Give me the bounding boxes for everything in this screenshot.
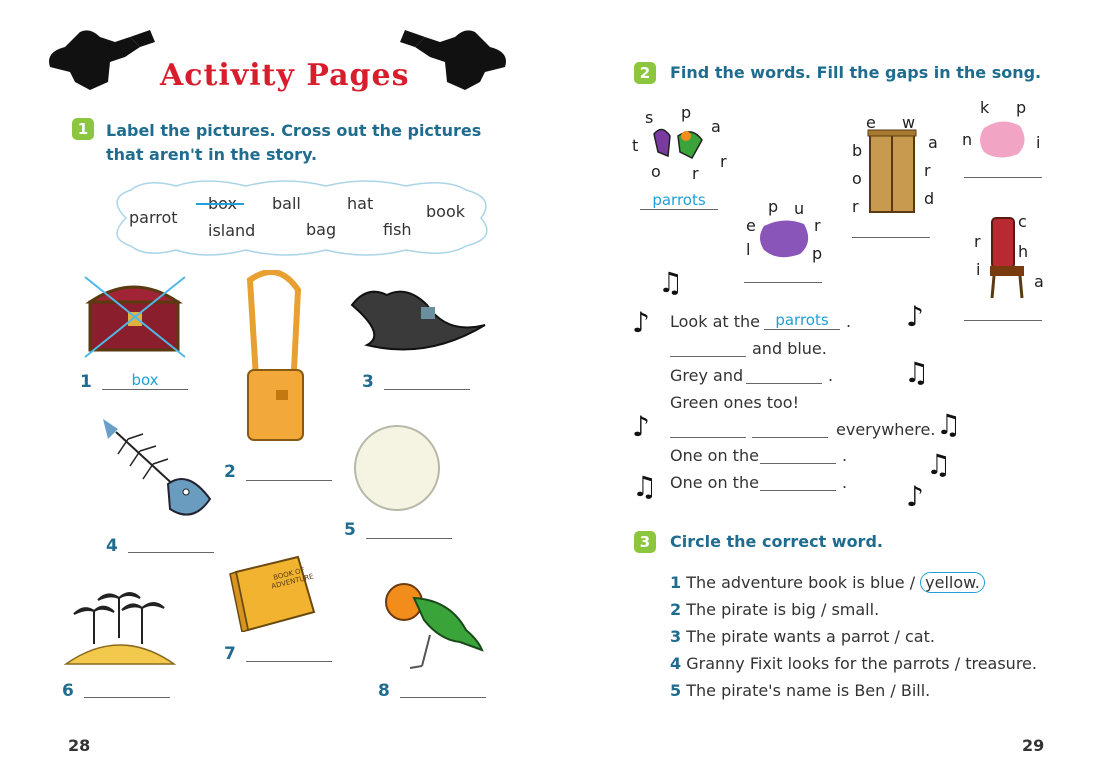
- song-gap: [752, 437, 828, 438]
- chair-answer-line: [964, 320, 1042, 321]
- music-note-icon: ♫: [904, 356, 930, 389]
- box-strikethrough: [196, 203, 244, 205]
- song-gap: [670, 437, 746, 438]
- sentence-3: 3 The pirate wants a parrot / cat.: [670, 627, 935, 646]
- item-1-answer: box: [131, 371, 159, 389]
- item-2-answer-line: [246, 480, 332, 481]
- exercise-1-instruction: Label the pictures. Cross out the pictures that aren't in the story.: [106, 121, 482, 164]
- item-6-number: 6: [62, 681, 74, 701]
- song-line-3-text: Grey and: [670, 366, 744, 385]
- music-note-icon: ♫: [926, 448, 952, 481]
- item-1-answer-line: [102, 389, 188, 390]
- item-5-answer-line: [366, 538, 452, 539]
- song-line-2-text: and blue.: [752, 339, 827, 358]
- wardrobe-answer-line: [852, 237, 930, 238]
- music-note-icon: ♪: [906, 300, 924, 333]
- song-line-5-text: everywhere.: [836, 420, 936, 439]
- sentence-5: 5 The pirate's name is Ben / Bill.: [670, 681, 931, 700]
- cloud-word-box: box: [208, 194, 237, 213]
- item-7-number: 7: [224, 644, 236, 664]
- page-number-left: 28: [68, 736, 91, 755]
- parrot-image: [380, 580, 484, 672]
- exercise-3-badge: 3: [634, 531, 656, 553]
- book-image: [228, 552, 318, 632]
- song-gap: [746, 383, 822, 384]
- fish-skeleton-image: [98, 414, 218, 524]
- cloud-word-island: island: [208, 221, 256, 240]
- music-note-icon: ♫: [632, 470, 658, 503]
- sentence-4: 4 Granny Fixit looks for the parrots / treasure.: [670, 654, 1037, 673]
- song-gap: [670, 356, 746, 357]
- song-punct: .: [846, 312, 852, 331]
- cloud-word-parrot: parrot: [129, 208, 178, 227]
- parrots-answer: parrots: [652, 191, 706, 209]
- music-note-icon: ♪: [632, 410, 650, 443]
- music-note-icon: ♫: [936, 408, 962, 441]
- cloud-word-ball: ball: [272, 194, 301, 213]
- item-6-answer-line: [84, 697, 170, 698]
- pirate-silhouette-right: [395, 22, 525, 92]
- item-7-answer-line: [246, 661, 332, 662]
- song-line-4-text: Green ones too!: [670, 393, 799, 412]
- circled-answer: yellow.: [920, 572, 985, 593]
- music-note-icon: ♪: [906, 480, 924, 513]
- hat-image: [347, 285, 489, 360]
- purple-answer-line: [744, 282, 822, 283]
- item-1-number: 1: [80, 372, 92, 392]
- bag-image: [238, 270, 318, 450]
- item-8-answer-line: [400, 697, 486, 698]
- item-2-number: 2: [224, 462, 236, 482]
- cloud-word-hat: hat: [347, 194, 374, 213]
- item-3-number: 3: [362, 372, 374, 392]
- cloud-word-bag: bag: [306, 220, 337, 239]
- sentence-2: 2 The pirate is big / small.: [670, 600, 880, 619]
- song-gap: [764, 329, 840, 330]
- exercise-2-badge: 2: [634, 62, 656, 84]
- music-note-icon: ♫: [658, 266, 684, 299]
- song-punct: .: [842, 473, 848, 492]
- sentence-1: 1 The adventure book is blue / yellow.: [670, 573, 985, 592]
- music-note-icon: ♪: [632, 306, 650, 339]
- song-line-1-answer: parrots: [775, 311, 829, 329]
- page-number-right: 29: [1022, 736, 1045, 755]
- item-3-answer-line: [384, 389, 470, 390]
- pink-answer-line: [964, 177, 1042, 178]
- book-cover-text: BOOK OF ADVENTURE: [270, 566, 315, 591]
- purple-blob-image: [756, 216, 812, 260]
- wardrobe-image: [866, 128, 918, 218]
- exercise-1-badge: 1: [72, 118, 94, 140]
- exercise-2-instruction: Find the words. Fill the gaps in the song.: [670, 63, 1042, 82]
- song-line-1-text: Look at the: [670, 312, 760, 331]
- song-gap: [760, 463, 836, 464]
- song-line-6-text: One on the: [670, 446, 759, 465]
- song-gap: [760, 490, 836, 491]
- song-line-7-text: One on the: [670, 473, 759, 492]
- pink-blob-image: [976, 118, 1028, 160]
- treasure-chest-image: [80, 272, 190, 360]
- item-4-answer-line: [128, 552, 214, 553]
- exercise-3-instruction: Circle the correct word.: [670, 532, 883, 551]
- page-title: Activity Pages: [160, 58, 410, 93]
- pirate-silhouette-left: [30, 22, 160, 92]
- song-punct: .: [828, 366, 834, 385]
- song-punct: .: [842, 446, 848, 465]
- island-image: [64, 586, 176, 668]
- parrots-answer-line: [640, 209, 718, 210]
- item-5-number: 5: [344, 520, 356, 540]
- cloud-word-fish: fish: [383, 220, 412, 239]
- cloud-word-book: book: [426, 202, 465, 221]
- item-8-number: 8: [378, 681, 390, 701]
- item-4-number: 4: [106, 536, 118, 556]
- ball-image: [350, 422, 444, 514]
